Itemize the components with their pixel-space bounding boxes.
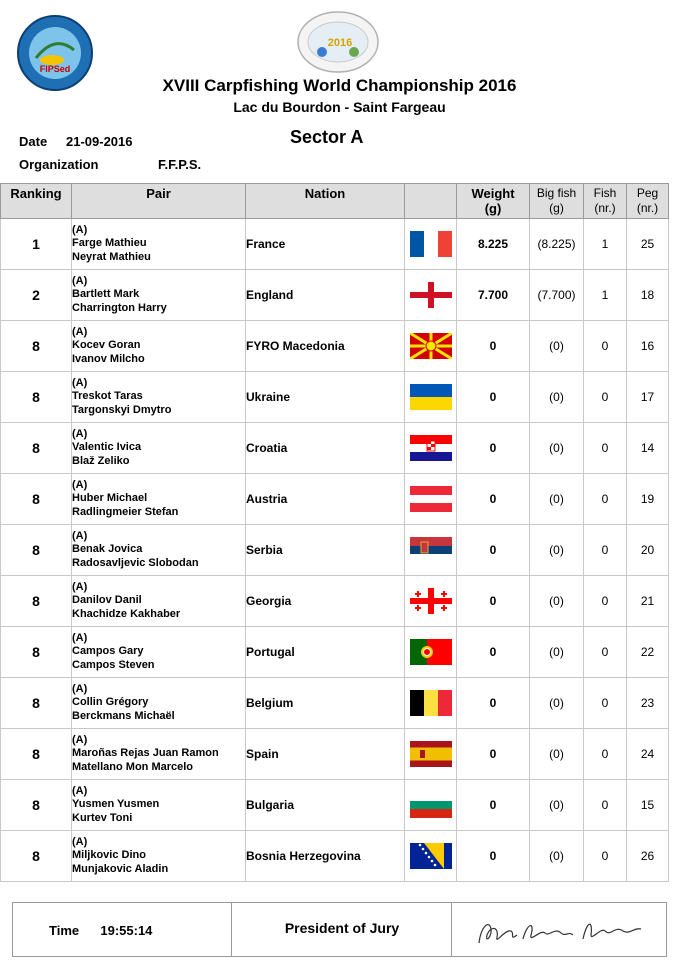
time-label: Time [49,923,80,938]
pair-angler-1: Collin Grégory [72,696,149,709]
svg-text:FIPSed: FIPSed [39,64,71,74]
pair-sector: (A) [72,580,88,593]
organization-value: F.F.P.S. [158,157,202,172]
pair-cell [72,729,246,780]
pair-sector: (A) [72,733,88,746]
pair-angler-2: Campos Steven [72,658,155,671]
bigfish-cell: (7.700) [530,270,584,321]
table-row [1,780,669,831]
pair-cell [72,576,246,627]
flag-cell [405,270,457,321]
belgium-flag [410,690,452,716]
macedonia-flag [410,333,452,359]
ranking-cell: 8 [1,576,72,627]
bigfish-cell: (0) [530,321,584,372]
nation-cell: Portugal [246,627,405,678]
fish-count-cell: 0 [584,576,627,627]
pair-angler-2: Khachidze Kakhaber [72,607,181,620]
england-flag [410,282,452,308]
weight-cell: 0 [457,678,530,729]
flag-cell [405,372,457,423]
pair-sector: (A) [72,478,88,491]
pair-cell [72,780,246,831]
bigfish-cell: (0) [530,627,584,678]
fish-count-cell: 0 [584,831,627,882]
pair-angler-2: Berckmans Michaël [72,709,175,722]
footer-divider [231,903,232,956]
pair-angler-1: Benak Jovica [72,543,143,556]
header-ranking: Ranking [1,184,72,219]
championship-logo [296,10,380,74]
peg-cell: 25 [627,219,669,270]
flag-cell [405,678,457,729]
peg-cell: 14 [627,423,669,474]
flag-cell [405,423,457,474]
pair-angler-2: Targonskyi Dmytro [72,403,172,416]
ranking-cell: 8 [1,372,72,423]
peg-cell: 20 [627,525,669,576]
pair-angler-1: Valentic Ivica [72,441,142,454]
serbia-flag [410,537,452,563]
nation-cell: France [246,219,405,270]
table-row [1,270,669,321]
pair-cell [72,474,246,525]
header-fish: Fish (nr.) [584,184,627,219]
pair-cell [72,423,246,474]
peg-cell: 15 [627,780,669,831]
fish-count-cell: 1 [584,219,627,270]
pair-sector: (A) [72,529,88,542]
flag-cell [405,780,457,831]
pair-angler-1: Bartlett Mark [72,288,140,301]
ranking-cell: 8 [1,474,72,525]
table-row [1,423,669,474]
weight-cell: 0 [457,372,530,423]
header-weight: Weight (g) [457,184,530,219]
table-row [1,525,669,576]
pair-sector: (A) [72,682,88,695]
pair-cell [72,270,246,321]
table-row [1,831,669,882]
pair-cell [72,219,246,270]
fish-count-cell: 0 [584,423,627,474]
bulgaria-flag [410,792,452,818]
nation-cell: Serbia [246,525,405,576]
bosnia-flag [410,843,452,869]
spain-flag [410,741,452,767]
president-of-jury-label: President of Jury [284,920,400,936]
weight-cell: 0 [457,321,530,372]
nation-cell: Bulgaria [246,780,405,831]
pair-angler-1: Campos Gary [72,645,144,658]
france-flag [410,231,452,257]
pair-angler-1: Kocev Goran [72,339,141,352]
nation-cell: FYRO Macedonia [246,321,405,372]
weight-cell: 0 [457,780,530,831]
pair-sector: (A) [72,376,88,389]
peg-cell: 23 [627,678,669,729]
pair-angler-1: Farge Mathieu [72,237,147,250]
ranking-cell: 8 [1,321,72,372]
pair-cell [72,525,246,576]
pair-angler-2: Matellano Mon Marcelo [72,760,194,773]
peg-cell: 26 [627,831,669,882]
weight-cell: 0 [457,576,530,627]
ranking-cell: 2 [1,270,72,321]
georgia-flag [410,588,452,614]
ranking-cell: 8 [1,627,72,678]
table-row [1,474,669,525]
time-value: 19:55:14 [100,923,153,938]
sector-title: Sector A [290,127,364,147]
nation-cell: Bosnia Herzegovina [246,831,405,882]
peg-cell: 19 [627,474,669,525]
table-header-row [1,184,669,219]
page-title: XVIII Carpfishing World Championship 2016 [162,76,517,95]
table-row [1,729,669,780]
pair-angler-1: Treskot Taras [72,390,143,403]
fish-count-cell: 0 [584,627,627,678]
peg-cell: 22 [627,627,669,678]
pair-sector: (A) [72,835,88,848]
table-row [1,219,669,270]
weight-cell: 0 [457,627,530,678]
flag-cell [405,321,457,372]
nation-cell: England [246,270,405,321]
pair-angler-2: Blaž Zeliko [72,454,130,467]
pair-angler-2: Charrington Harry [72,301,167,314]
weight-cell: 0 [457,423,530,474]
fish-count-cell: 1 [584,270,627,321]
bigfish-cell: (8.225) [530,219,584,270]
weight-cell: 0 [457,474,530,525]
pair-angler-1: Yusmen Yusmen [72,798,160,811]
bigfish-cell: (0) [530,423,584,474]
pair-angler-1: Maroñas Rejas Juan Ramon [72,747,219,760]
weight-cell: 0 [457,831,530,882]
pair-angler-1: Miljkovic Dino [72,849,146,862]
bigfish-cell: (0) [530,780,584,831]
nation-cell: Ukraine [246,372,405,423]
organization-label: Organization [19,157,99,172]
bigfish-cell: (0) [530,576,584,627]
ukraine-flag [410,384,452,410]
flag-cell [405,729,457,780]
nation-cell: Austria [246,474,405,525]
ranking-cell: 1 [1,219,72,270]
peg-cell: 21 [627,576,669,627]
peg-cell: 17 [627,372,669,423]
pair-angler-2: Ivanov Milcho [72,352,145,365]
header-pair: Pair [72,184,246,219]
pair-cell [72,372,246,423]
fish-count-cell: 0 [584,372,627,423]
flag-cell [405,831,457,882]
pair-angler-1: Huber Michael [72,492,148,505]
nation-cell: Spain [246,729,405,780]
results-table [0,183,669,882]
table-row [1,678,669,729]
bigfish-cell: (0) [530,525,584,576]
pair-angler-2: Radlingmeier Stefan [72,505,179,518]
fish-count-cell: 0 [584,321,627,372]
pair-sector: (A) [72,223,88,236]
austria-flag [410,486,452,512]
date-value: 21-09-2016 [66,134,133,149]
weight-cell: 0 [457,729,530,780]
pair-angler-2: Munjakovic Aladin [72,862,169,875]
fish-count-cell: 0 [584,474,627,525]
fish-count-cell: 0 [584,525,627,576]
pair-angler-2: Kurtev Toni [72,811,133,824]
ranking-cell: 8 [1,729,72,780]
flag-cell [405,474,457,525]
flag-cell [405,576,457,627]
pair-sector: (A) [72,784,88,797]
ranking-cell: 8 [1,780,72,831]
pair-cell [72,321,246,372]
table-row [1,321,669,372]
ranking-cell: 8 [1,831,72,882]
bigfish-cell: (0) [530,372,584,423]
flag-cell [405,525,457,576]
header-bigfish: Big fish (g) [530,184,584,219]
pair-sector: (A) [72,631,88,644]
footer-divider [451,903,452,956]
header-flag [405,184,457,219]
header-peg: Peg (nr.) [627,184,669,219]
pair-angler-1: Danilov Danil [72,594,142,607]
table-row [1,576,669,627]
peg-cell: 16 [627,321,669,372]
table-row [1,372,669,423]
fish-count-cell: 0 [584,780,627,831]
flag-cell [405,219,457,270]
bigfish-cell: (0) [530,831,584,882]
bigfish-cell: (0) [530,729,584,780]
footer-box [12,902,667,957]
pair-sector: (A) [72,325,88,338]
pair-sector: (A) [72,427,88,440]
pair-angler-2: Radosavljevic Slobodan [72,556,199,569]
nation-cell: Croatia [246,423,405,474]
weight-cell: 0 [457,525,530,576]
pair-cell [72,831,246,882]
table-row [1,627,669,678]
weight-cell: 7.700 [457,270,530,321]
ranking-cell: 8 [1,525,72,576]
date-label: Date [19,134,48,149]
peg-cell: 18 [627,270,669,321]
weight-cell: 8.225 [457,219,530,270]
ranking-cell: 8 [1,423,72,474]
bigfish-cell: (0) [530,678,584,729]
nation-cell: Belgium [246,678,405,729]
svg-text:2016: 2016 [327,37,353,49]
header-nation: Nation [246,184,405,219]
nation-cell: Georgia [246,576,405,627]
time-display [49,923,152,938]
pair-sector: (A) [72,274,88,287]
pair-angler-2: Neyrat Mathieu [72,250,151,263]
pair-cell [72,678,246,729]
portugal-flag [410,639,452,665]
flag-cell [405,627,457,678]
pair-cell [72,627,246,678]
fish-count-cell: 0 [584,729,627,780]
ranking-cell: 8 [1,678,72,729]
bigfish-cell: (0) [530,474,584,525]
jury-signature [465,909,655,951]
croatia-flag [410,435,452,461]
peg-cell: 24 [627,729,669,780]
fish-count-cell: 0 [584,678,627,729]
page-subtitle: Lac du Bourdon - Saint Fargeau [233,99,446,115]
